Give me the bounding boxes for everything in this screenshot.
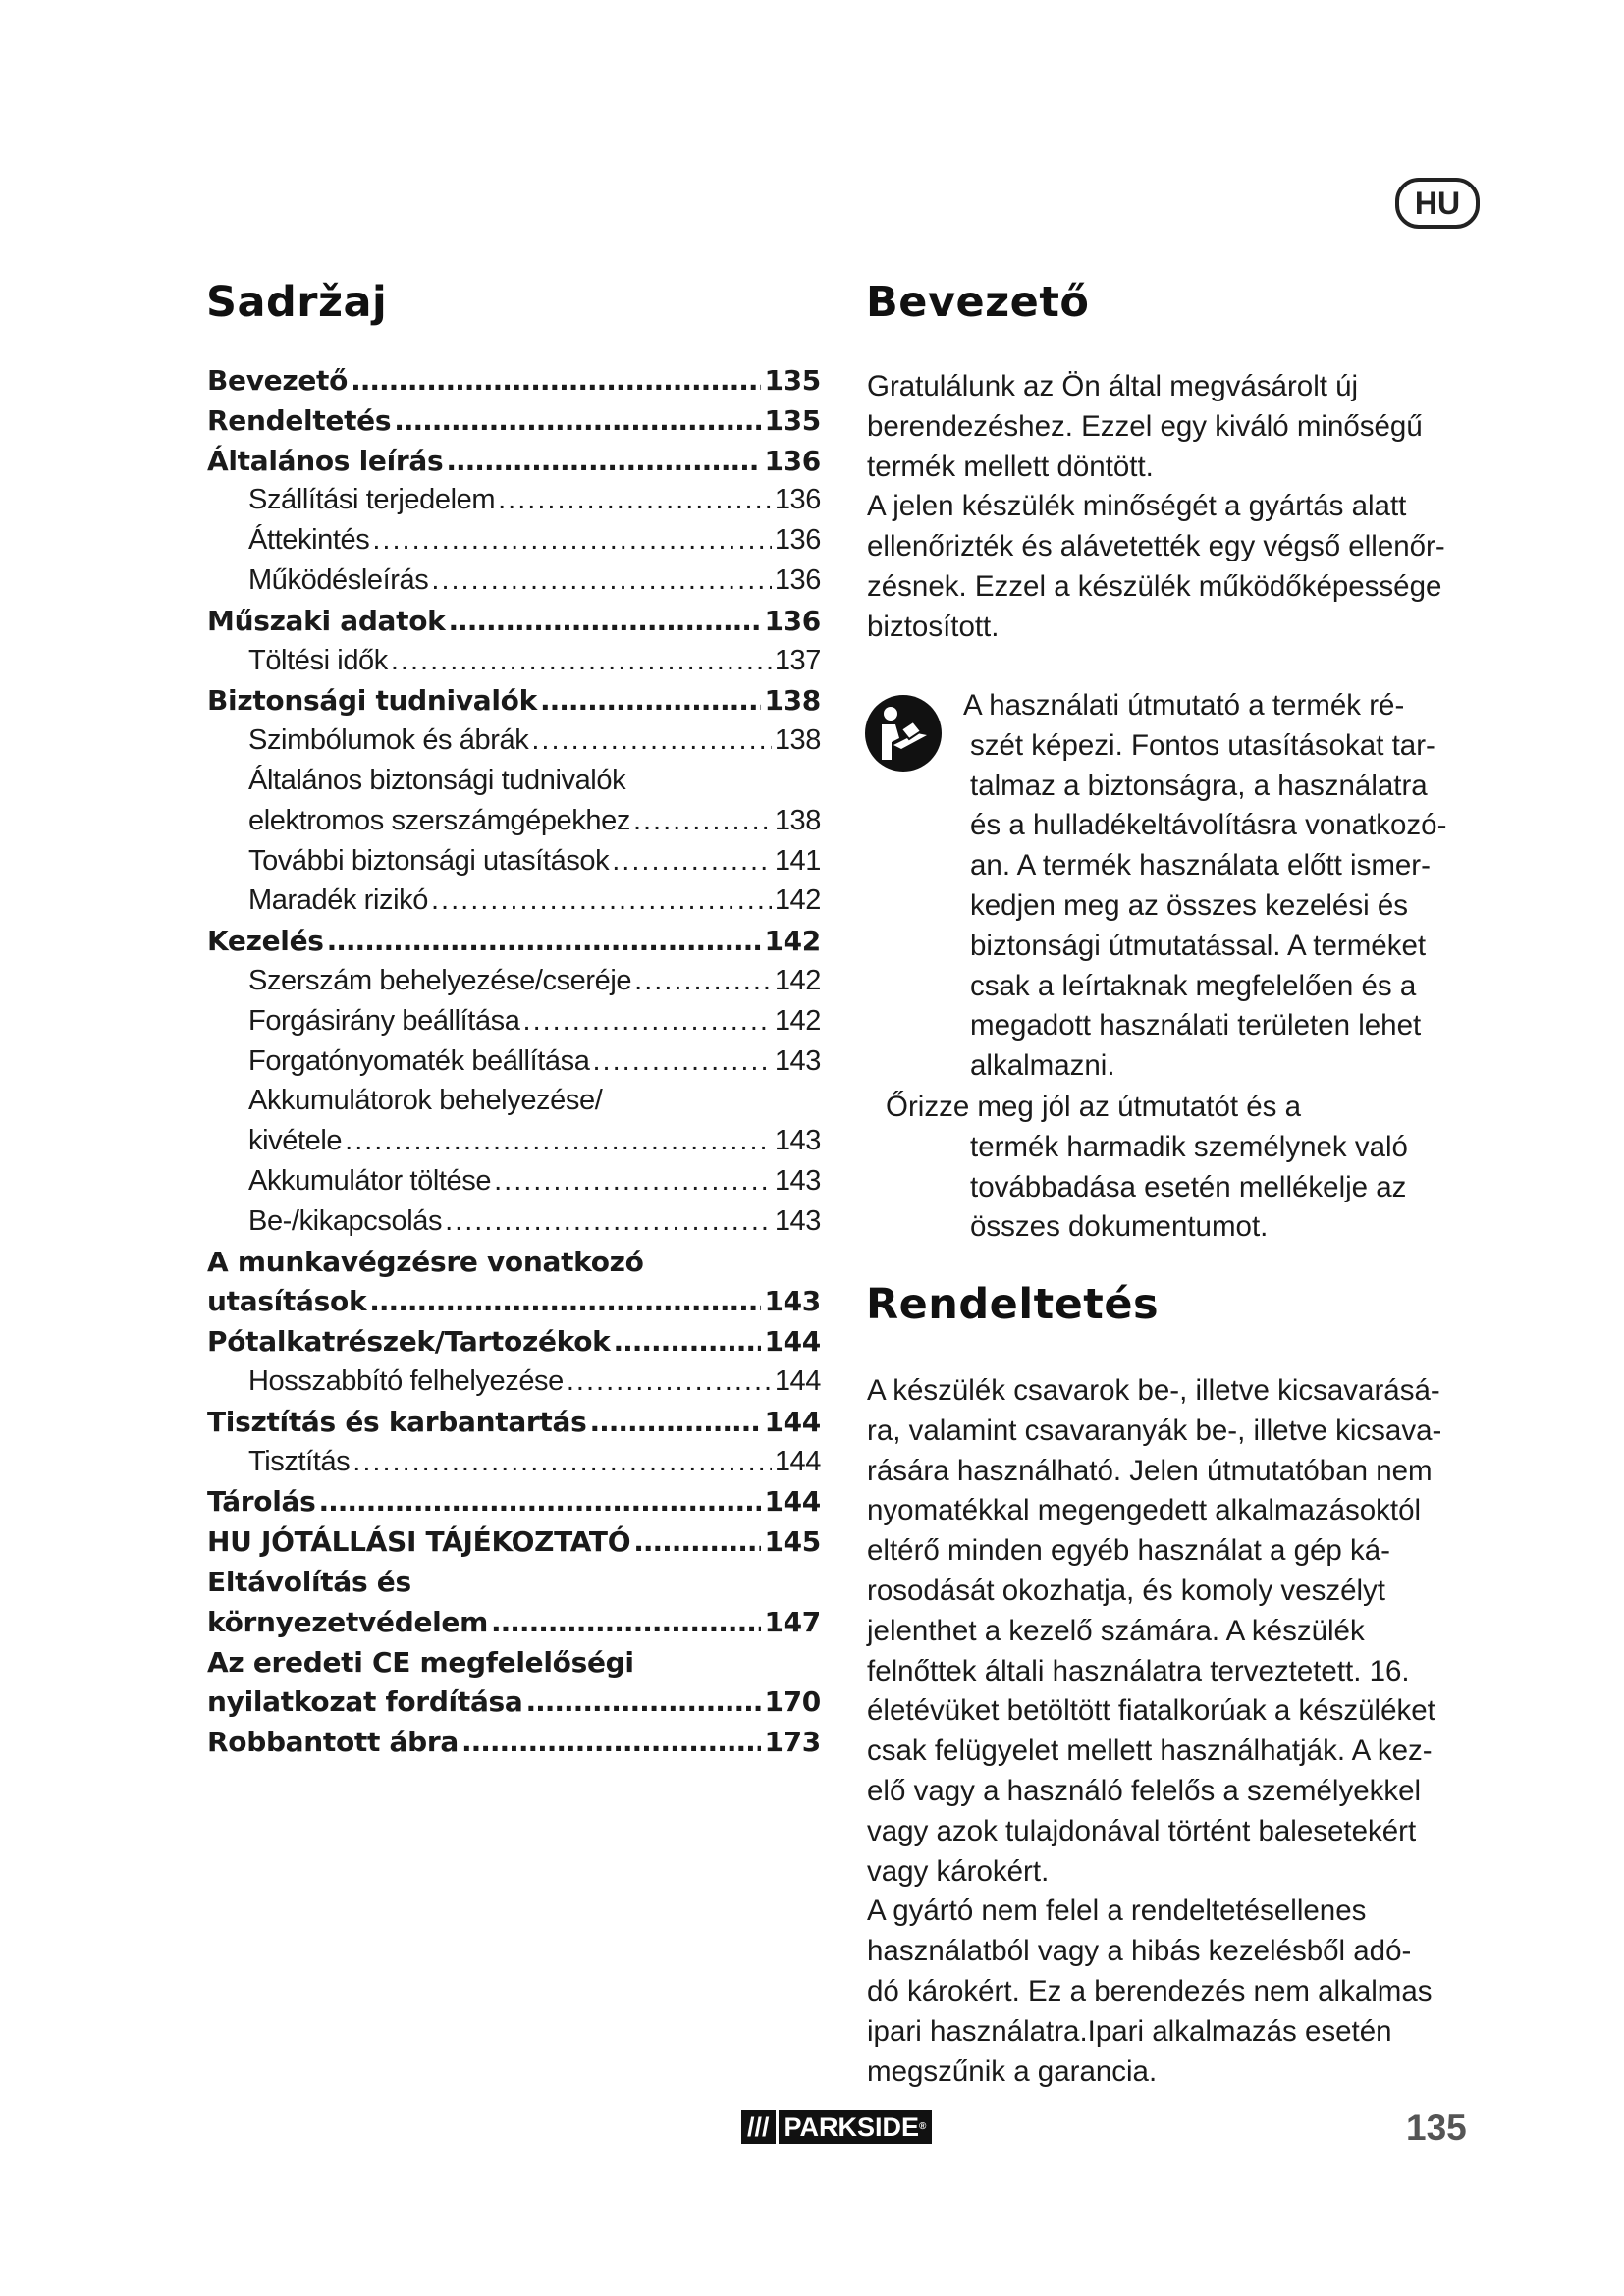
toc-entry[interactable] <box>207 404 821 445</box>
toc-entry[interactable] <box>207 645 821 685</box>
manual-notice-text <box>867 686 1495 1087</box>
text-line: csak a leírtaknak megfelelően és a <box>970 969 1417 1002</box>
toc-entry-title: Általános leírás <box>207 444 444 477</box>
toc-entry-page: 142 <box>774 884 821 917</box>
text-line: ipari használatra.Ipari alkalmazás esetén <box>867 2014 1392 2048</box>
parkside-logo <box>741 2110 932 2144</box>
toc-heading: Sadržaj <box>206 278 388 327</box>
toc-entry-page: 170 <box>764 1685 821 1719</box>
toc-entry-title: Forgatónyomaték beállítása <box>248 1044 590 1077</box>
text-line: használatból vagy a hibás kezelésből adó- <box>867 1935 1412 1968</box>
toc-entry-title: Robbantott ábra <box>207 1726 459 1759</box>
toc-entry-page: 138 <box>774 724 821 757</box>
toc-entry[interactable] <box>207 1365 821 1406</box>
toc-dot-leader <box>446 605 765 645</box>
text-line: ra, valamint csavaranyák be-, illetve kicsava- <box>867 1414 1442 1447</box>
toc-entry[interactable] <box>207 1446 821 1486</box>
toc-entry[interactable] <box>207 684 821 724</box>
text-line: termék harmadik személynek való <box>970 1130 1408 1163</box>
text-line: megadott használati területen lehet <box>970 1009 1422 1042</box>
text-line: an. A termék használata előtt ismer- <box>970 849 1431 882</box>
toc-dot-leader <box>564 1365 775 1406</box>
toc-entry-page: 136 <box>764 604 821 637</box>
toc-dot-leader <box>366 1285 764 1325</box>
toc-dot-leader <box>520 1005 775 1045</box>
toc-dot-leader <box>488 1606 764 1646</box>
toc-dot-leader <box>630 805 775 845</box>
text-line: A jelen készülék minőségét a gyártás alatt <box>867 490 1407 523</box>
text-line: életévüket betöltött fiatalkorúak a készüléket <box>867 1694 1435 1728</box>
toc-entry[interactable] <box>207 1285 821 1325</box>
toc-entry-title: nyilatkozat fordítása <box>207 1685 523 1719</box>
text-line: berendezéshez. Ezzel egy kiváló minőségű <box>867 409 1423 443</box>
toc-entry-page: 142 <box>774 1004 821 1037</box>
text-line: kedjen meg az összes kezelési és <box>970 888 1409 922</box>
toc-entry-page: 144 <box>764 1405 821 1438</box>
keep-manual-text <box>867 1088 1495 1248</box>
logo-registered-mark: ® <box>919 2121 927 2132</box>
toc-dot-leader <box>388 645 775 685</box>
table-of-contents <box>207 364 821 1766</box>
toc-dot-leader <box>443 445 764 485</box>
toc-entry-title: Tárolás <box>207 1485 316 1519</box>
text-line: biztonsági útmutatással. A terméket <box>970 929 1427 962</box>
toc-entry-title: Rendeltetés <box>207 403 392 437</box>
text-line: megszűnik a garancia. <box>867 2055 1158 2088</box>
toc-entry[interactable] <box>207 1205 821 1246</box>
toc-entry[interactable] <box>207 845 821 885</box>
text-line: vagy károkért. <box>867 1854 1050 1888</box>
text-line: biztosított. <box>867 610 1000 643</box>
text-line: A használati útmutató a termék ré- <box>963 689 1405 721</box>
toc-dot-leader <box>609 845 775 885</box>
text-line: ellenőrizték és alávetették egy végső ellenőr- <box>867 530 1445 563</box>
toc-dot-leader <box>610 1325 764 1365</box>
language-badge <box>1395 178 1480 229</box>
text-line: termék mellett döntött. <box>867 450 1154 483</box>
text-line: összes dokumentumot. <box>970 1210 1269 1244</box>
toc-dot-leader <box>459 1726 764 1766</box>
toc-entry[interactable] <box>207 1485 821 1525</box>
toc-dot-leader <box>495 484 775 524</box>
toc-entry-title: Tisztítás <box>248 1445 351 1477</box>
toc-entry-title: Akkumulátor töltése <box>248 1164 492 1197</box>
toc-dot-leader <box>369 524 774 564</box>
toc-entry-page: 135 <box>764 403 821 437</box>
intro-heading: Bevezető <box>866 278 1090 327</box>
toc-entry-title: Tisztítás és karbantartás <box>207 1405 587 1438</box>
toc-entry-title: Általános biztonsági tudnivalók <box>248 764 626 796</box>
text-line: nyomatékkal megengedett alkalmazásoktól <box>867 1494 1422 1527</box>
logo-text: PARKSIDE <box>784 2112 920 2142</box>
text-line: talmaz a biztonságra, a használatra <box>970 769 1428 802</box>
toc-dot-leader <box>586 1406 764 1446</box>
toc-entry-page: 144 <box>774 1445 821 1477</box>
toc-entry-title: Szerszám behelyezése/cseréje <box>248 964 632 996</box>
toc-entry[interactable] <box>207 484 821 524</box>
logo-slashes: /// <box>741 2110 776 2144</box>
toc-dot-leader <box>316 1485 765 1525</box>
toc-dot-leader <box>428 564 774 605</box>
text-line: jelenthet a kezelő számára. A készülék <box>867 1614 1365 1647</box>
toc-entry[interactable] <box>207 1005 821 1045</box>
toc-entry-title: Eltávolítás és <box>207 1565 411 1598</box>
toc-entry-page: 143 <box>774 1125 821 1157</box>
toc-entry[interactable] <box>207 445 821 485</box>
toc-entry-page: 136 <box>764 444 821 477</box>
toc-entry-page: 147 <box>764 1605 821 1638</box>
toc-entry[interactable] <box>207 1125 821 1165</box>
toc-entry-title: HU JÓTÁLLÁSI TÁJÉKOZTATÓ <box>207 1525 631 1559</box>
toc-entry[interactable] <box>207 1045 821 1086</box>
toc-entry[interactable] <box>207 1325 821 1365</box>
toc-entry[interactable] <box>207 1165 821 1205</box>
toc-entry-title: elektromos szerszámgépekhez <box>248 804 630 836</box>
toc-dot-leader <box>630 1525 764 1566</box>
toc-entry[interactable] <box>207 364 821 404</box>
toc-dot-leader <box>391 404 764 445</box>
toc-dot-leader <box>442 1205 775 1246</box>
toc-dot-leader <box>350 1446 775 1486</box>
toc-entry[interactable] <box>207 884 821 925</box>
toc-entry-title: Működésleírás <box>248 563 429 596</box>
text-line: csak felügyelet mellett használhatják. A kez- <box>867 1735 1433 1768</box>
toc-entry-page: 136 <box>774 563 821 596</box>
toc-entry-title: Az eredeti CE megfelelőségi <box>207 1645 634 1679</box>
logo-wordmark <box>779 2110 933 2144</box>
toc-entry-page: 173 <box>764 1726 821 1759</box>
toc-entry-title: Szimbólumok és ábrák <box>248 724 529 757</box>
language-badge-label: HU <box>1414 185 1461 221</box>
toc-entry-page: 143 <box>764 1285 821 1318</box>
toc-dot-leader <box>528 724 774 765</box>
toc-entry-title: Forgásirány beállítása <box>248 1004 520 1037</box>
toc-entry-title: Be-/kikapcsolás <box>248 1204 443 1237</box>
toc-entry-page: 141 <box>774 844 821 877</box>
text-line: rására használható. Jelen útmutatóban nem <box>867 1454 1433 1487</box>
toc-entry[interactable] <box>207 765 821 805</box>
text-line: Őrizze meg jól az útmutatót és a <box>886 1091 1302 1123</box>
toc-entry[interactable] <box>207 1566 821 1606</box>
toc-entry-title: Kezelés <box>207 925 324 958</box>
toc-dot-leader <box>342 1125 775 1165</box>
usage-text <box>867 1371 1495 2092</box>
toc-entry[interactable] <box>207 1606 821 1646</box>
toc-dot-leader <box>523 1685 765 1726</box>
toc-entry-page: 138 <box>774 804 821 836</box>
toc-dot-leader <box>324 925 765 965</box>
text-line: alkalmazni. <box>970 1049 1115 1083</box>
text-line: A gyártó nem felel a rendeltetésellenes <box>867 1895 1367 1928</box>
toc-entry-page: 142 <box>774 964 821 996</box>
toc-dot-leader <box>428 884 775 925</box>
toc-entry-title: További biztonsági utasítások <box>248 844 610 877</box>
text-line: felnőttek általi használatra terveztetett. 16. <box>867 1654 1410 1687</box>
toc-entry-title: Hosszabbító felhelyezése <box>248 1364 564 1397</box>
usage-heading: Rendeltetés <box>866 1280 1160 1329</box>
toc-entry-title: kivétele <box>248 1125 343 1157</box>
toc-entry-title: A munkavégzésre vonatkozó <box>207 1245 644 1278</box>
toc-entry-title: Töltési idők <box>248 644 388 676</box>
toc-entry-page: 143 <box>774 1164 821 1197</box>
toc-entry[interactable] <box>207 965 821 1005</box>
toc-dot-leader <box>631 965 775 1005</box>
toc-entry-title: környezetvédelem <box>207 1605 489 1638</box>
toc-dot-leader <box>348 364 764 404</box>
toc-entry-page: 144 <box>764 1485 821 1519</box>
toc-entry[interactable] <box>207 805 821 845</box>
toc-entry-title: Áttekintés <box>248 524 370 557</box>
toc-entry-page: 144 <box>774 1364 821 1397</box>
text-line: eltérő minden egyéb használat a gép ká- <box>867 1534 1390 1568</box>
toc-entry-title: Szállítási terjedelem <box>248 484 496 516</box>
toc-entry[interactable] <box>207 1246 821 1286</box>
text-line: elő vagy a használó felelős a személyekkel <box>867 1774 1422 1807</box>
toc-entry-page: 138 <box>764 684 821 718</box>
toc-entry[interactable] <box>207 605 821 645</box>
toc-entry[interactable] <box>207 1685 821 1726</box>
toc-entry-page: 136 <box>774 524 821 557</box>
toc-entry[interactable] <box>207 1726 821 1766</box>
toc-entry[interactable] <box>207 1085 821 1125</box>
text-line: és a hulladékeltávolításra vonatkozó- <box>970 809 1447 842</box>
text-line: továbbadása esetén mellékelje az <box>970 1170 1407 1203</box>
text-line: vagy azok tulajdonával történt balesetekért <box>867 1814 1417 1847</box>
toc-entry[interactable] <box>207 1406 821 1446</box>
text-line: szét képezi. Fontos utasításokat tar- <box>970 728 1435 762</box>
text-line: rosodását okozhatja, és komoly veszélyt <box>867 1574 1385 1607</box>
intro-text <box>867 367 1495 648</box>
toc-entry-page: 136 <box>774 484 821 516</box>
toc-entry[interactable] <box>207 1646 821 1686</box>
toc-entry-page: 135 <box>764 364 821 397</box>
toc-dot-leader <box>491 1165 775 1205</box>
toc-entry-title: Biztonsági tudnivalók <box>207 684 537 718</box>
page-number: 135 <box>1406 2108 1467 2148</box>
text-line: dó károkért. Ez a berendezés nem alkalmas <box>867 1974 1433 2007</box>
toc-dot-leader <box>537 684 765 724</box>
toc-entry-page: 137 <box>774 644 821 676</box>
text-line: A készülék csavarok be-, illetve kicsavarásá- <box>867 1374 1440 1407</box>
toc-entry-page: 144 <box>764 1325 821 1359</box>
text-line: Gratulálunk az Ön által megvásárolt új <box>867 370 1359 402</box>
toc-entry[interactable] <box>207 925 821 965</box>
toc-entry[interactable] <box>207 564 821 605</box>
toc-entry-page: 145 <box>764 1525 821 1559</box>
toc-entry-title: Maradék rizikó <box>248 884 428 917</box>
toc-entry-page: 142 <box>764 925 821 958</box>
toc-entry-title: Bevezető <box>207 364 349 397</box>
toc-entry-title: Akkumulátorok behelyezése/ <box>248 1085 603 1117</box>
toc-entry-page: 143 <box>774 1044 821 1077</box>
toc-entry[interactable] <box>207 724 821 765</box>
toc-entry-title: utasítások <box>207 1285 367 1318</box>
toc-entry[interactable] <box>207 1525 821 1566</box>
toc-dot-leader <box>589 1045 774 1086</box>
toc-entry[interactable] <box>207 524 821 564</box>
toc-entry-page: 143 <box>774 1204 821 1237</box>
toc-entry-title: Pótalkatrészek/Tartozékok <box>207 1325 611 1359</box>
toc-entry-title: Műszaki adatok <box>207 604 446 637</box>
text-line: zésnek. Ezzel a készülék működőképessége <box>867 569 1442 603</box>
